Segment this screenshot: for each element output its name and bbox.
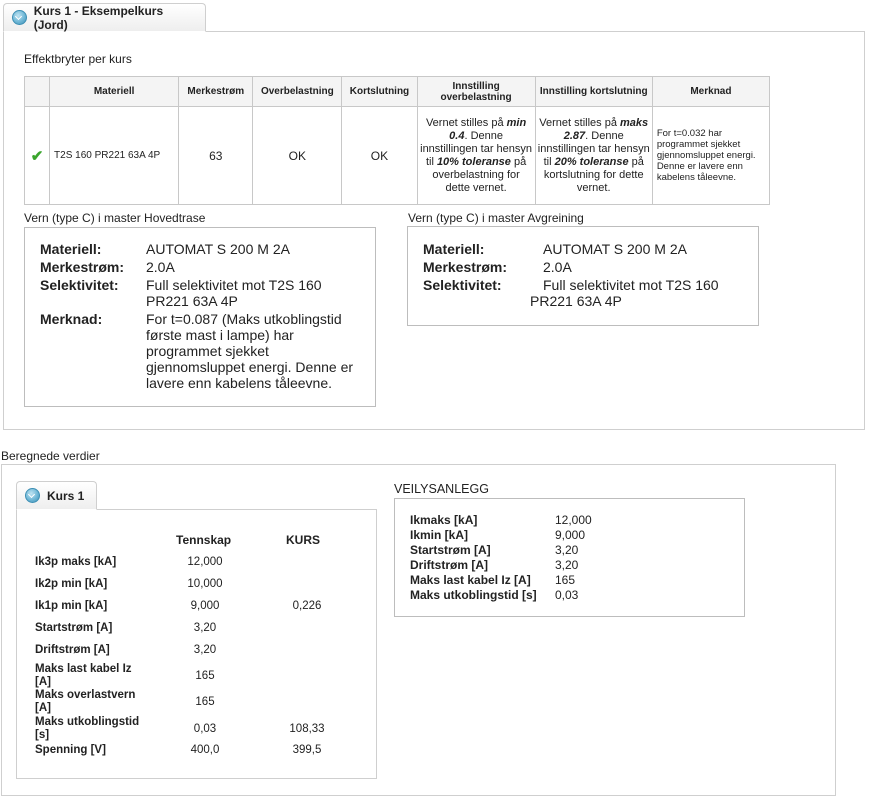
vern-hoved-selektivitet-label: Selektivitet:: [40, 277, 119, 293]
cell-merknad: For t=0.032 har programmet sjekket gjennomsluppet energi. Denne er lavere enn kabelens tåleevne.: [652, 107, 769, 205]
header-overbelastning: Overbelastning: [253, 77, 342, 107]
vern-avgr-materiell: AUTOMAT S 200 M 2A: [543, 241, 687, 257]
header-materiell: Materiell: [50, 77, 179, 107]
cell-overbelastning: OK: [253, 107, 342, 205]
table-row: [25, 107, 770, 205]
kurs-row-label: Maks overlastvern [A]: [35, 689, 136, 714]
vern-hoved-merkestrom-label: Merkestrøm:: [40, 259, 125, 275]
kurs-row-label: Ik3p maks [kA]: [35, 556, 117, 568]
beregnede-title: Beregnede verdier: [1, 449, 100, 463]
vern-hoved-selektivitet-1: Full selektivitet mot T2S 160: [146, 277, 322, 293]
kurs-row-label: Ik2p min [kA]: [35, 578, 108, 590]
kurs1-tab[interactable]: [16, 481, 97, 510]
col-tennskap-header: Tennskap: [176, 533, 232, 547]
veilys-row-value: 3,20: [555, 543, 579, 557]
veilys-row-value: 0,03: [555, 588, 579, 602]
vern-avgr-title: Vern (type C) i master Avgreining: [408, 211, 584, 225]
vern-hoved-materiell: AUTOMAT S 200 M 2A: [146, 241, 290, 257]
breakers-title: Effektbryter per kurs: [24, 52, 132, 66]
kurs-row-tennskap: 400,0: [190, 744, 220, 756]
vern-avgr-box: [407, 226, 759, 326]
kurs-row-tennskap: 3,20: [193, 622, 217, 634]
vern-avgr-merkestrom: 2.0A: [543, 259, 572, 275]
vern-hoved-merknad-1: For t=0.087 (Maks utkoblingstid: [146, 311, 342, 327]
kurs-row-kurs: 399,5: [292, 744, 322, 756]
vern-hoved-merknad-label: Merknad:: [40, 311, 103, 327]
veilys-row-value: 165: [555, 573, 576, 587]
veilys-row-value: 12,000: [555, 513, 592, 527]
cell-innstilling-kortslutning: Vernet stilles på maks 2.87. Denne innstillingen tar hensyn til 20% toleranse på kortslutning for dette vernet.: [535, 107, 652, 205]
kurs-row-kurs: 108,33: [289, 723, 325, 735]
kurs-row-tennskap: 3,20: [193, 644, 217, 656]
kurs-row-label: Maks last kabel Iz [A]: [35, 663, 132, 688]
checkmark-icon: ✔: [25, 107, 50, 205]
veilys-row-label: Maks last kabel Iz [A]: [410, 573, 531, 587]
veilys-row-label: Ikmaks [kA]: [410, 513, 478, 527]
vern-avgr-selektivitet-1: Full selektivitet mot T2S 160: [543, 277, 719, 293]
vern-hoved-merknad-5: lavere enn kabelens tåleevne.: [146, 375, 333, 391]
header-innstilling-overbelastning: Innstilling overbelastning: [417, 77, 535, 107]
kurs-row-tennskap: 0,03: [193, 723, 217, 735]
kurs-tab[interactable]: [3, 3, 206, 32]
header-innstilling-kortslutning: Innstilling kortslutning: [535, 77, 652, 107]
expand-circle-icon: [25, 488, 40, 503]
header-kortslutning: Kortslutning: [342, 77, 417, 107]
veilys-row-label: Maks utkoblingstid [s]: [410, 588, 537, 602]
kurs-row-label: Startstrøm [A]: [35, 622, 113, 634]
veilys-row-label: Startstrøm [A]: [410, 543, 491, 557]
vern-hoved-selektivitet-2: PR221 63A 4P: [146, 293, 238, 309]
vern-hoved-materiell-label: Materiell:: [40, 241, 102, 257]
vern-avgr-merkestrom-label: Merkestrøm:: [423, 259, 508, 275]
vern-hoved-merkestrom: 2.0A: [146, 259, 175, 275]
kurs-row-tennskap: 12,000: [187, 556, 223, 568]
breakers-table: [24, 76, 770, 205]
kurs-row-tennskap: 9,000: [190, 600, 220, 612]
cell-merkestrom: 63: [179, 107, 253, 205]
veilys-title: VEILYSANLEGG: [394, 482, 489, 496]
cell-kortslutning: OK: [342, 107, 417, 205]
kurs-row-label: Ik1p min [kA]: [35, 600, 108, 612]
status-header: [25, 77, 50, 107]
vern-avgr-selektivitet-2: PR221 63A 4P: [530, 293, 622, 309]
cell-materiell: T2S 160 PR221 63A 4P: [50, 107, 179, 205]
vern-hoved-box: [24, 227, 376, 407]
kurs-row-label: Spenning [V]: [35, 744, 106, 756]
cell-innstilling-overbelastning: Vernet stilles på min 0.4. Denne innstillingen tar hensyn til 10% toleranse på overbelastning for dette vernet.: [417, 107, 535, 205]
veilys-row-label: Driftstrøm [A]: [410, 558, 488, 572]
veilys-row-label: Ikmin [kA]: [410, 528, 469, 542]
vern-hoved-merknad-4: gjennomsluppet energi. Denne er: [146, 359, 354, 375]
veilys-row-value: 9,000: [555, 528, 586, 542]
kurs-tab-title: Kurs 1 - Eksempelkurs (Jord): [33, 3, 164, 32]
kurs-row-tennskap: 165: [195, 670, 215, 682]
veilys-row-value: 3,20: [555, 558, 579, 572]
vern-hoved-merknad-3: programmet sjekket: [146, 343, 269, 359]
expand-circle-icon: [12, 10, 27, 25]
vern-hoved-merknad-2: første mast i lampe) har: [146, 327, 294, 343]
vern-hoved-title: Vern (type C) i master Hovedtrase: [24, 211, 206, 225]
vern-avgr-materiell-label: Materiell:: [423, 241, 485, 257]
vern-avgr-selektivitet-label: Selektivitet:: [423, 277, 502, 293]
kurs1-tab-title: Kurs 1: [47, 488, 85, 503]
col-kurs-header: KURS: [286, 533, 321, 547]
kurs-row-tennskap: 165: [195, 696, 215, 708]
header-merkestrom: Merkestrøm: [179, 77, 253, 107]
kurs-row-kurs: 0,226: [292, 600, 322, 612]
header-merknad: Merknad: [652, 77, 769, 107]
kurs-row-label: Driftstrøm [A]: [35, 644, 110, 656]
kurs-row-label: Maks utkoblingstid [s]: [35, 716, 140, 741]
kurs-row-tennskap: 10,000: [187, 578, 223, 590]
